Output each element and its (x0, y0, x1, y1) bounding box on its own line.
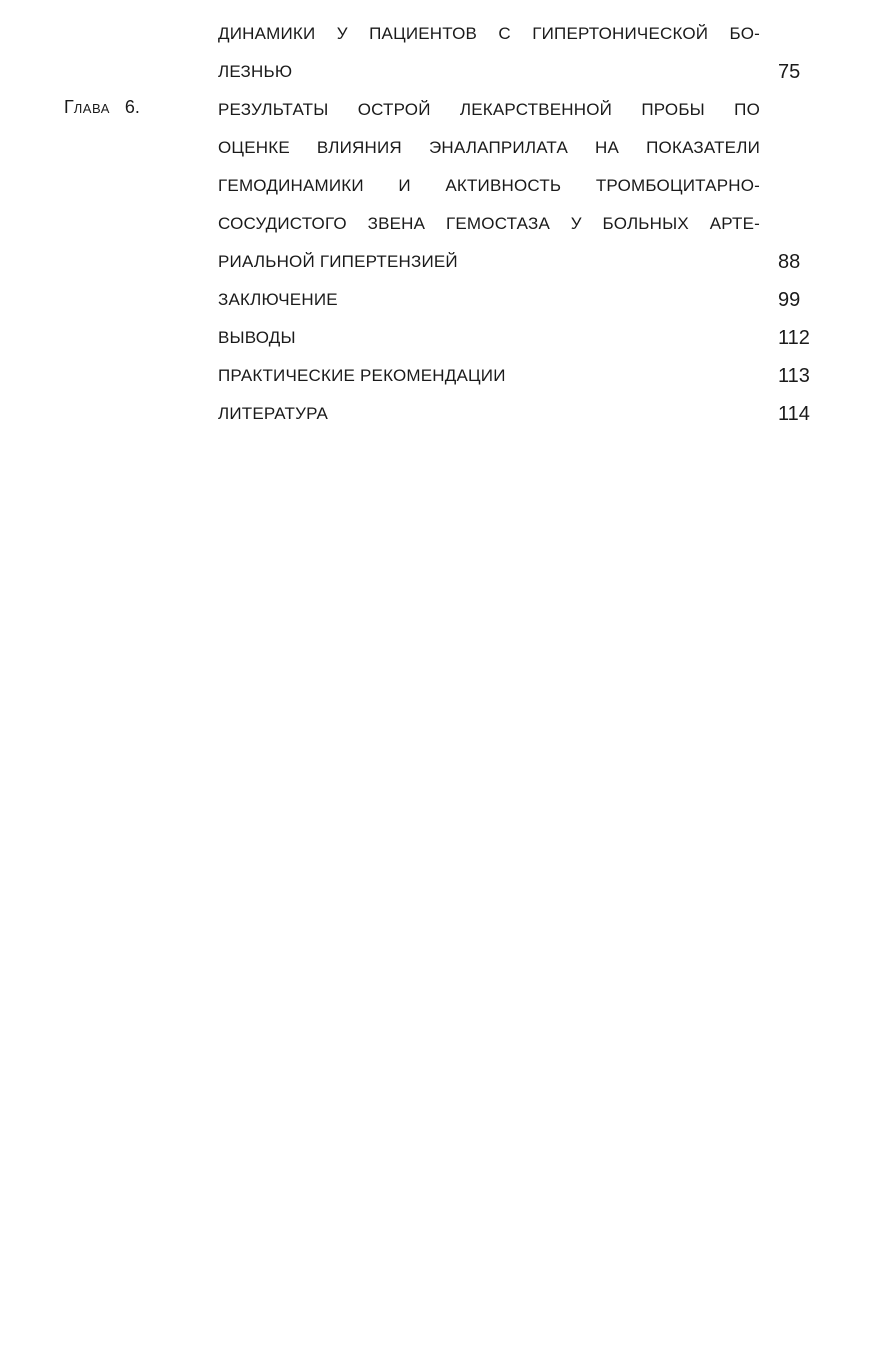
toc-entry-recommendations[interactable]: ПРАКТИЧЕСКИЕ РЕКОМЕНДАЦИИ (218, 366, 506, 385)
toc-page-number[interactable]: 99 (778, 289, 801, 311)
toc-page-number[interactable]: 114 (778, 403, 810, 425)
toc-entry-text-line: ЛЕЗНЬЮ (218, 62, 293, 81)
toc-page-number[interactable]: 113 (778, 365, 810, 387)
toc-entry-references[interactable]: ЛИТЕРАТУРА (218, 404, 329, 423)
chapter-label-word: ЛАВА (73, 101, 110, 116)
toc-page-number[interactable]: 88 (778, 251, 801, 273)
toc-entry-text-line: СОСУДИСТОГО ЗВЕНА ГЕМОСТАЗА У БОЛЬНЫХ АРТЕ- (218, 214, 760, 233)
toc-entry-text-line: РЕЗУЛЬТАТЫ ОСТРОЙ ЛЕКАРСТВЕННОЙ ПРОБЫ ПО (218, 100, 760, 119)
chapter-number: 6. (124, 97, 140, 117)
toc-page-number[interactable]: 75 (778, 61, 801, 83)
toc-entry-conclusion[interactable]: ЗАКЛЮЧЕНИЕ (218, 290, 338, 309)
chapter-label (64, 88, 140, 126)
toc-entry-text-line: РИАЛЬНОЙ ГИПЕРТЕНЗИЕЙ (218, 252, 458, 271)
toc-entry-text-line: ОЦЕНКЕ ВЛИЯНИЯ ЭНАЛАПРИЛАТА НА ПОКАЗАТЕЛИ (218, 138, 760, 157)
toc-entry-text-line: ДИНАМИКИ У ПАЦИЕНТОВ С ГИПЕРТОНИЧЕСКОЙ БО- (218, 24, 760, 43)
toc-entry-text-line: ГЕМОДИНАМИКИ И АКТИВНОСТЬ ТРОМБОЦИТАРНО- (218, 176, 760, 195)
toc-page-number[interactable]: 112 (778, 327, 810, 349)
chapter-label-initial: Г (64, 97, 74, 117)
toc-entry-findings[interactable]: ВЫВОДЫ (218, 328, 296, 347)
